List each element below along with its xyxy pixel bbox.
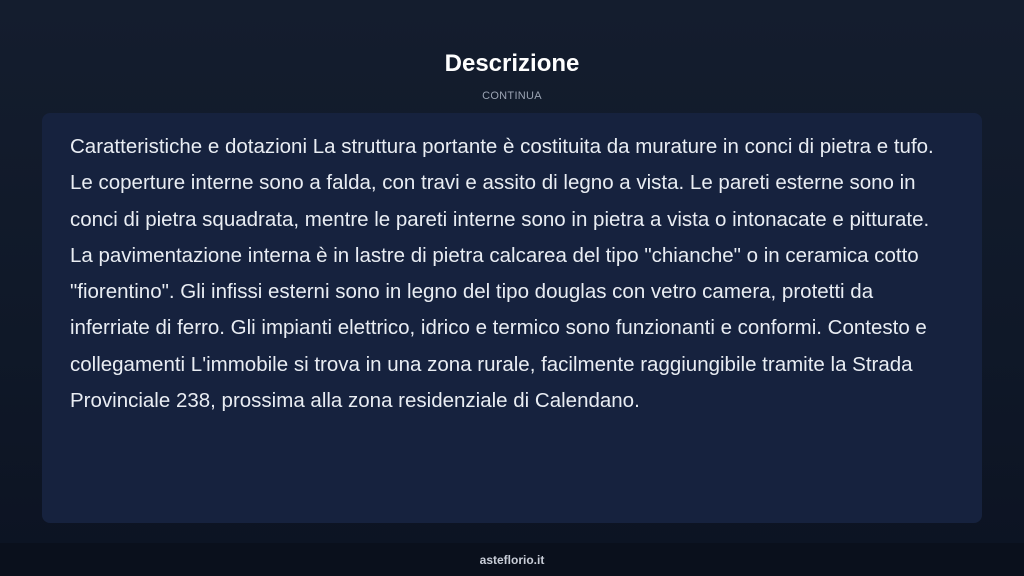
section-subtitle: CONTINUA (482, 90, 542, 102)
footer-bar (0, 543, 1024, 576)
description-text: Caratteristiche e dotazioni La struttura portante è costituita da murature in conci di pietra e tufo. Le coperture interne sono a falda, con travi e assito di legno a vista. Le pareti esterne sono in conci di pietra squadrata, mentre le pareti interne sono in pietra a vista o intonacate e pitturate. La pavimentazione interna è in lastre di pietra calcarea del tipo "chianche" o in ceramica cotto "fiorentino". Gli infissi esterni sono in legno del tipo douglas con vetro camera, protetti da inferriate di ferro. Gli impianti elettrico, idrico e termico sono funzionanti e conformi. Contesto e collegamenti L'immobile si trova in una zona rurale, facilmente raggiungibile tramite la Strada Provinciale 238, prossima alla zona residenziale di Calendano. (70, 135, 934, 413)
footer-site-name: asteflorio.it (479, 553, 545, 567)
page-title: Descrizione (444, 50, 580, 77)
description-card (42, 113, 982, 523)
